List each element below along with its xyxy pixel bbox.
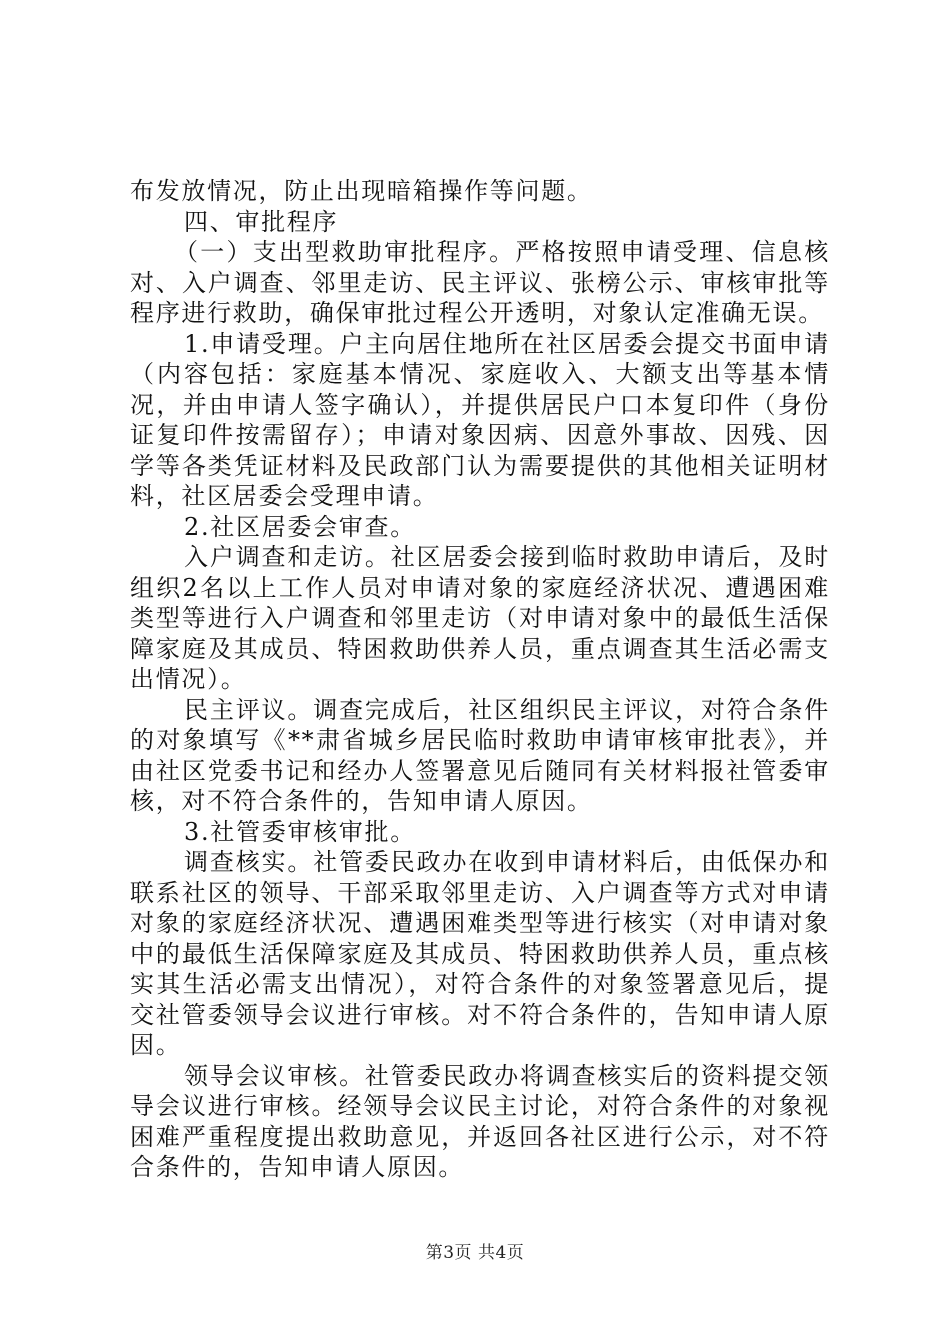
section-heading-approval-procedure: 四、审批程序	[184, 207, 339, 236]
subheading-committee-approval: 3.社管委审核审批。	[184, 817, 416, 846]
page-number-footer: 第3页 共4页	[425, 1243, 525, 1263]
paragraph-verification: 调查核实。社管委民政办在收到申请材料后，由低保办和联系社区的领导、干部采取邻里走访、入户调查等方式对申请对象的家庭经济状况、遭遇困难类型等进行核实（对申请对象中的最低生活保障家庭及其成员、特困救助供养人员，重点核实其生活必需支出情况），对符合条件的对象签署意见后，提交社管委领导会议进行审核。对不符合条件的，告知申请人原因。	[130, 848, 830, 1059]
paragraph-continuation: 布发放情况，防止出现暗箱操作等问题。	[130, 177, 593, 205]
subheading-community-review: 2.社区居委会审查。	[184, 512, 416, 541]
paragraph-democratic-review: 民主评议。调查完成后，社区组织民主评议，对符合条件的对象填写《**肃省城乡居民临时救助申请审核审批表》，并由社区党委书记和经办人签署意见后随同有关材料报社管委审核，对不符合条件的，告知申请人原因。	[130, 695, 830, 815]
paragraph-home-investigation: 入户调查和走访。社区居委会接到临时救助申请后，及时组织2名以上工作人员对申请对象的家庭经济状况、遭遇困难类型等进行入户调查和邻里走访（对申请对象中的最低生活保障家庭及其成员、特困救助供养人员，重点调查其生活必需支出情况）。	[130, 543, 830, 693]
paragraph-leadership-review: 领导会议审核。社管委民政办将调查核实后的资料提交领导会议进行审核。经领导会议民主讨论，对符合条件的对象视困难严重程度提出救助意见，并返回各社区进行公示，对不符合条件的，告知申请人原因。	[130, 1061, 830, 1181]
document-body	[130, 176, 830, 1183]
paragraph-application-acceptance: 1.申请受理。户主向居住地所在社区居委会提交书面申请（内容包括：家庭基本情况、家庭收入、大额支出等基本情况，并由申请人签字确认），并提供居民户口本复印件（身份证复印件按需留存）；申请对象因病、因意外事故、因残、因学等各类凭证材料及民政部门认为需要提供的其他相关证明材料，社区居委会受理申请。	[130, 329, 830, 510]
paragraph-expenditure-procedure: （一）支出型救助审批程序。严格按照申请受理、信息核对、入户调查、邻里走访、民主评议、张榜公示、审核审批等程序进行救助，确保审批过程公开透明，对象认定准确无误。	[130, 238, 830, 327]
